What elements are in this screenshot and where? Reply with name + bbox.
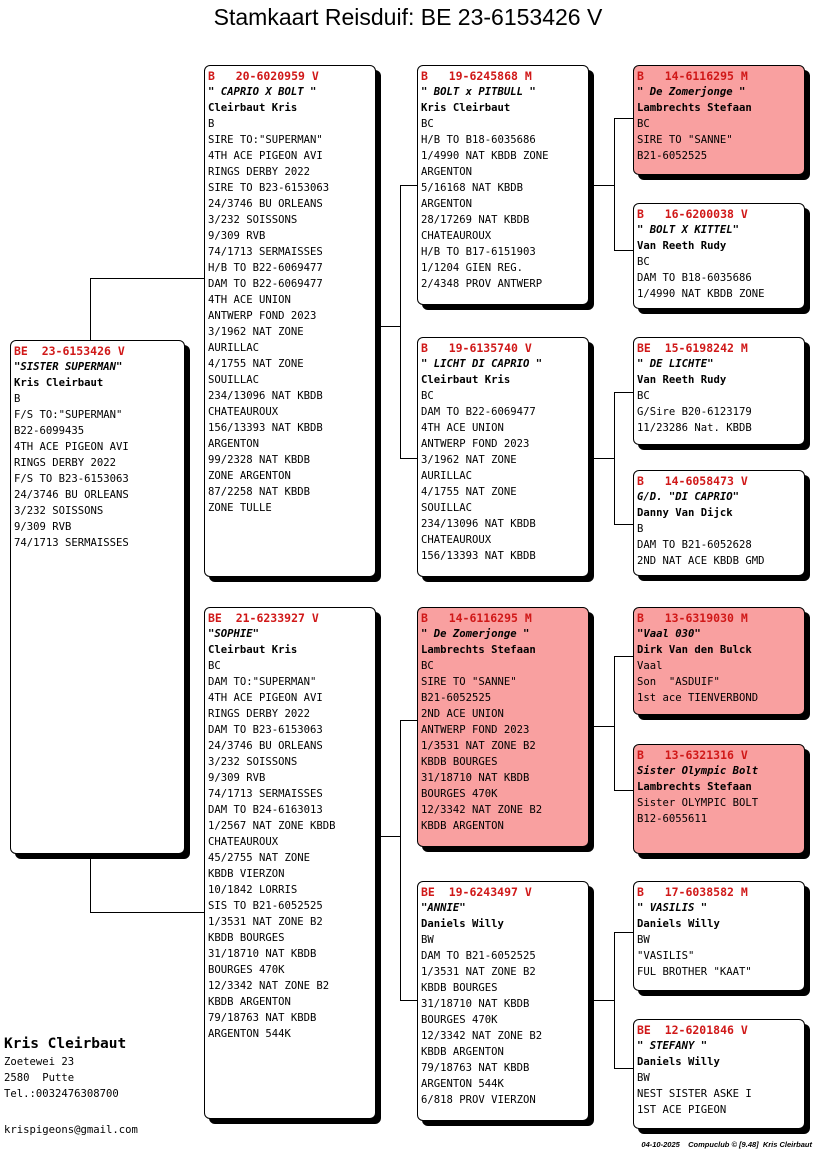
info-line: FUL BROTHER "KAAT"	[637, 966, 752, 978]
pigeon-name: " BOLT x PITBULL "	[421, 86, 536, 98]
pigeon-name: "ANNIE"	[421, 902, 466, 914]
info-line: 156/13393 NAT KBDB	[421, 550, 536, 562]
info-line: BOURGES 470K	[421, 1014, 498, 1026]
info-line: 4TH ACE PIGEON AVI	[14, 441, 129, 453]
info-line: BOURGES 470K	[421, 788, 498, 800]
info-line: 2ND ACE UNION	[421, 708, 504, 720]
info-line: 74/1713 SERMAISSES	[208, 788, 323, 800]
info-line: SIRE TO:"SUPERMAN"	[208, 134, 323, 146]
info-line: 87/2258 NAT KBDB	[208, 486, 311, 498]
pigeon-name: " De Zomerjonge "	[421, 628, 530, 640]
info-line: SOUILLAC	[421, 502, 473, 514]
info-line: DAM TO B22-6069477	[421, 406, 536, 418]
info-line: 10/1842 LORRIS	[208, 884, 298, 896]
info-line: BC	[637, 256, 650, 268]
owner-name: Danny Van Dijck	[637, 507, 733, 519]
info-line: KBDB VIERZON	[208, 868, 285, 880]
info-line: B	[14, 393, 21, 405]
info-line: 24/3746 BU ORLEANS	[208, 740, 323, 752]
owner-name: Lambrechts Stefaan	[637, 102, 752, 114]
pigeon-name: " CAPRIO X BOLT "	[208, 86, 317, 98]
info-line: 4TH ACE UNION	[421, 422, 504, 434]
info-line: 1/3531 NAT ZONE B2	[421, 966, 536, 978]
info-line: B	[208, 118, 215, 130]
ring-number: B 13-6319030 M	[637, 611, 748, 625]
info-line: 5/16168 NAT KBDB	[421, 182, 524, 194]
info-line: DAM TO B22-6069477	[208, 278, 323, 290]
info-line: ANTWERP FOND 2023	[421, 438, 530, 450]
info-line: ARGENTON 544K	[208, 1028, 291, 1040]
info-line: 9/309 RVB	[208, 230, 266, 242]
info-line: H/B TO B17-6151903	[421, 246, 536, 258]
info-line: CHATEAUROUX	[421, 230, 492, 242]
owner-name: Cleirbaut Kris	[208, 644, 298, 656]
ring-number: BE 21-6233927 V	[208, 611, 319, 625]
info-line: 74/1713 SERMAISSES	[208, 246, 323, 258]
breeder-city: 2580 Putte	[4, 1072, 75, 1084]
info-line: CHATEAUROUX	[208, 406, 279, 418]
info-line: 24/3746 BU ORLEANS	[14, 489, 129, 501]
info-line: SIRE TO B23-6153063	[208, 182, 330, 194]
info-line: Sister OLYMPIC BOLT	[637, 797, 759, 809]
info-line: 3/1962 NAT ZONE	[208, 326, 304, 338]
info-line: B	[637, 523, 644, 535]
info-line: Son "ASDUIF"	[637, 676, 720, 688]
footer: 04-10-2025 Compuclub © [9.48] Kris Cleirbaut	[641, 1140, 812, 1149]
info-line: BC	[208, 660, 221, 672]
breeder-info	[4, 1034, 126, 1102]
ring-number: BE 15-6198242 M	[637, 341, 748, 355]
pedigree-card-sdd	[633, 470, 805, 576]
owner-name: Van Reeth Rudy	[637, 240, 727, 252]
info-line: BC	[637, 118, 650, 130]
info-line: ANTWERP FOND 2023	[421, 724, 530, 736]
pigeon-name: " De Zomerjonge "	[637, 86, 746, 98]
info-line: ARGENTON	[421, 166, 473, 178]
info-line: 28/17269 NAT KBDB	[421, 214, 530, 226]
ring-number: BE 19-6243497 V	[421, 885, 532, 899]
info-line: DAM TO B24-6163013	[208, 804, 323, 816]
info-line: KBDB BOURGES	[421, 756, 498, 768]
owner-name: Daniels Willy	[421, 918, 504, 930]
ring-number: B 17-6038582 M	[637, 885, 748, 899]
info-line: Vaal	[637, 660, 663, 672]
info-line: "VASILIS"	[637, 950, 695, 962]
info-line: 3/1962 NAT ZONE	[421, 454, 517, 466]
info-line: F/S TO:"SUPERMAN"	[14, 409, 123, 421]
info-line: BC	[637, 390, 650, 402]
pedigree-card-ss	[417, 65, 589, 305]
pigeon-name: "SISTER SUPERMAN"	[14, 361, 123, 373]
info-line: 1/3531 NAT ZONE B2	[208, 916, 323, 928]
owner-name: Daniels Willy	[637, 918, 720, 930]
info-line: ZONE TULLE	[208, 502, 272, 514]
owner-name: Cleirbaut Kris	[421, 374, 511, 386]
info-line: 6/818 PROV VIERZON	[421, 1094, 536, 1106]
info-line: 4TH ACE PIGEON AVI	[208, 150, 323, 162]
info-line: 11/23286 Nat. KBDB	[637, 422, 752, 434]
info-line: 1ST ACE PIGEON	[637, 1104, 727, 1116]
info-line: 4/1755 NAT ZONE	[421, 486, 517, 498]
breeder-street: Zoetewei 23	[4, 1056, 75, 1068]
info-line: B12-6055611	[637, 813, 708, 825]
pedigree-card-dds	[633, 881, 805, 991]
info-line: 1/4990 NAT KBDB ZONE	[421, 150, 549, 162]
info-line: AURILLAC	[421, 470, 473, 482]
info-line: SIRE TO "SANNE"	[421, 676, 517, 688]
info-line: H/B TO B18-6035686	[421, 134, 536, 146]
info-line: 31/18710 NAT KBDB	[208, 948, 317, 960]
page-title: Stamkaart Reisduif: BE 23-6153426 V	[213, 4, 603, 30]
info-line: 9/309 RVB	[208, 772, 266, 784]
pedigree-card-sire	[204, 65, 376, 577]
ring-number: B 14-6058473 V	[637, 474, 748, 488]
owner-name: Cleirbaut Kris	[208, 102, 298, 114]
owner-name: Dirk Van den Bulck	[637, 644, 752, 656]
pedigree-card-dam	[204, 607, 376, 1119]
info-line: 3/232 SOISSONS	[208, 214, 298, 226]
ring-number: B 19-6245868 M	[421, 69, 532, 83]
info-line: KBDB BOURGES	[421, 982, 498, 994]
info-line: DAM TO B18-6035686	[637, 272, 752, 284]
info-line: 24/3746 BU ORLEANS	[208, 198, 323, 210]
owner-name: Lambrechts Stefaan	[637, 781, 752, 793]
pedigree-card-ds	[417, 607, 589, 847]
info-line: 12/3342 NAT ZONE B2	[421, 1030, 543, 1042]
breeder-email: krispigeons@gmail.com	[4, 1124, 138, 1136]
breeder-phone: Tel.:0032476308700	[4, 1088, 119, 1100]
ring-number: BE 12-6201846 V	[637, 1023, 748, 1037]
info-line: 2ND NAT ACE KBDB GMD	[637, 555, 765, 567]
pigeon-name: " DE LICHTE"	[637, 358, 714, 370]
info-line: SIRE TO "SANNE"	[637, 134, 733, 146]
owner-name: Lambrechts Stefaan	[421, 644, 536, 656]
ring-number: B 19-6135740 V	[421, 341, 532, 355]
info-line: 31/18710 NAT KBDB	[421, 998, 530, 1010]
info-line: G/Sire B20-6123179	[637, 406, 752, 418]
info-line: 12/3342 NAT ZONE B2	[421, 804, 543, 816]
pedigree-card-sss	[633, 65, 805, 175]
info-line: ZONE ARGENTON	[208, 470, 291, 482]
ring-number: B 14-6116295 M	[421, 611, 532, 625]
ring-number: B 16-6200038 V	[637, 207, 748, 221]
info-line: KBDB ARGENTON	[208, 996, 291, 1008]
info-line: 4TH ACE UNION	[208, 294, 291, 306]
info-line: ARGENTON	[208, 438, 260, 450]
pedigree-card-ddd	[633, 1019, 805, 1129]
info-line: BC	[421, 390, 434, 402]
info-line: RINGS DERBY 2022	[14, 457, 117, 469]
pedigree-card-sd	[417, 337, 589, 577]
info-line: 79/18763 NAT KBDB	[208, 1012, 317, 1024]
pedigree-card-subject	[10, 340, 185, 854]
info-line: 12/3342 NAT ZONE B2	[208, 980, 330, 992]
info-line: BOURGES 470K	[208, 964, 285, 976]
pigeon-name: "SOPHIE"	[208, 628, 260, 640]
info-line: ARGENTON 544K	[421, 1078, 504, 1090]
info-line: 3/232 SOISSONS	[14, 505, 104, 517]
pedigree-card-ssd	[633, 203, 805, 309]
pedigree-card-dd	[417, 881, 589, 1121]
info-line: 99/2328 NAT KBDB	[208, 454, 311, 466]
info-line: F/S TO B23-6153063	[14, 473, 129, 485]
info-line: AURILLAC	[208, 342, 260, 354]
owner-name: Kris Cleirbaut	[14, 377, 104, 389]
info-line: RINGS DERBY 2022	[208, 708, 311, 720]
info-line: 234/13096 NAT KBDB	[421, 518, 536, 530]
info-line: KBDB ARGENTON	[421, 820, 504, 832]
info-line: B21-6052525	[637, 150, 708, 162]
info-line: NEST SISTER ASKE I	[637, 1088, 752, 1100]
info-line: 4/1755 NAT ZONE	[208, 358, 304, 370]
pigeon-name: " BOLT X KITTEL"	[637, 224, 740, 236]
breeder-name: Kris Cleirbaut	[4, 1036, 127, 1052]
pedigree-card-dss	[633, 607, 805, 715]
info-line: DAM TO B21-6052628	[637, 539, 752, 551]
info-line: BW	[637, 1072, 650, 1084]
info-line: 1/3531 NAT ZONE B2	[421, 740, 536, 752]
info-line: SIS TO B21-6052525	[208, 900, 323, 912]
ring-number: B 14-6116295 M	[637, 69, 748, 83]
pedigree-card-sds	[633, 337, 805, 445]
info-line: 9/309 RVB	[14, 521, 72, 533]
owner-name: Van Reeth Rudy	[637, 374, 727, 386]
info-line: 234/13096 NAT KBDB	[208, 390, 323, 402]
info-line: H/B TO B22-6069477	[208, 262, 323, 274]
info-line: RINGS DERBY 2022	[208, 166, 311, 178]
owner-name: Kris Cleirbaut	[421, 102, 511, 114]
pedigree-card-dsd	[633, 744, 805, 854]
info-line: BC	[421, 660, 434, 672]
ring-number: B 20-6020959 V	[208, 69, 319, 83]
info-line: ARGENTON	[421, 198, 473, 210]
info-line: 3/232 SOISSONS	[208, 756, 298, 768]
info-line: DAM TO B21-6052525	[421, 950, 536, 962]
info-line: 79/18763 NAT KBDB	[421, 1062, 530, 1074]
info-line: B21-6052525	[421, 692, 492, 704]
info-line: BW	[421, 934, 434, 946]
pigeon-name: Sister Olympic Bolt	[637, 765, 759, 777]
ring-number: BE 23-6153426 V	[14, 344, 125, 358]
info-line: 4TH ACE PIGEON AVI	[208, 692, 323, 704]
pigeon-name: " STEFANY "	[637, 1040, 708, 1052]
info-line: B22-6099435	[14, 425, 85, 437]
info-line: 45/2755 NAT ZONE	[208, 852, 311, 864]
info-line: 31/18710 NAT KBDB	[421, 772, 530, 784]
info-line: BW	[637, 934, 650, 946]
info-line: BC	[421, 118, 434, 130]
info-line: SOUILLAC	[208, 374, 260, 386]
info-line: 1/2567 NAT ZONE KBDB	[208, 820, 336, 832]
owner-name: Daniels Willy	[637, 1056, 720, 1068]
info-line: 2/4348 PROV ANTWERP	[421, 278, 543, 290]
info-line: CHATEAUROUX	[421, 534, 492, 546]
pigeon-name: " VASILIS "	[637, 902, 708, 914]
pigeon-name: " LICHT DI CAPRIO "	[421, 358, 543, 370]
info-line: 156/13393 NAT KBDB	[208, 422, 323, 434]
info-line: KBDB ARGENTON	[421, 1046, 504, 1058]
pigeon-name: "Vaal 030"	[637, 628, 701, 640]
info-line: CHATEAUROUX	[208, 836, 279, 848]
ring-number: B 13-6321316 V	[637, 748, 748, 762]
info-line: 1/4990 NAT KBDB ZONE	[637, 288, 765, 300]
pigeon-name: G/D. "DI CAPRIO"	[637, 491, 740, 503]
info-line: DAM TO B23-6153063	[208, 724, 323, 736]
info-line: DAM TO:"SUPERMAN"	[208, 676, 317, 688]
info-line: 1/1204 GIEN REG.	[421, 262, 524, 274]
info-line: 74/1713 SERMAISSES	[14, 537, 129, 549]
info-line: 1st ace TIENVERBOND	[637, 692, 759, 704]
info-line: KBDB BOURGES	[208, 932, 285, 944]
info-line: ANTWERP FOND 2023	[208, 310, 317, 322]
